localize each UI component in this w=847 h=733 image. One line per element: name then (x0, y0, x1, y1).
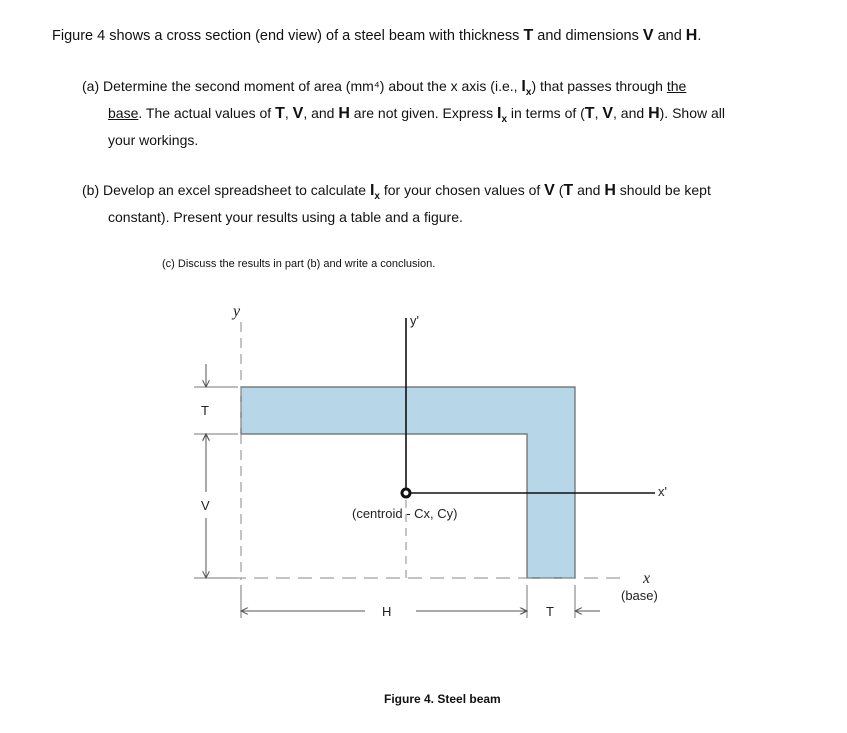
part-a-line-1: (a) Determine the second moment of area (mm⁴) about the x axis (i.e., $I_x$) that passes through the (82, 78, 687, 98)
part-a-line-3: your workings. (108, 132, 199, 148)
centroid-label: (centroid - Cx, Cy) (352, 506, 458, 521)
dim-t-left-label: T (201, 403, 209, 418)
dim-v-label: V (201, 498, 210, 513)
x-axis-label: x (643, 570, 651, 587)
beam-cross-section (241, 387, 575, 578)
centroid-marker (402, 489, 410, 497)
x-prime-label: x' (658, 484, 667, 499)
part-a-line-2: base. The actual values of T, V, and H are not given. Express $I_x$ in terms of (T, V, and H). Show all (108, 105, 725, 125)
dim-h-label: H (382, 604, 392, 619)
intro-paragraph: Figure 4 shows a cross section (end view) of a steel beam with thickness T and dimensions V and H. (52, 27, 702, 44)
dim-t-bottom-label: T (546, 604, 554, 619)
y-prime-label: y' (410, 313, 419, 328)
y-axis-label: y (233, 303, 241, 320)
figure-caption: Figure 4. Steel beam (384, 692, 501, 706)
part-b-line-2: constant). Present your results using a table and a figure. (108, 209, 463, 225)
part-c-text: (c) Discuss the results in part (b) and write a conclusion. (162, 258, 436, 270)
base-label: (base) (621, 588, 658, 603)
part-b-line-1: (b) Develop an excel spreadsheet to calculate $I_x$ for your chosen values of V (T and H should be kept (82, 182, 711, 202)
